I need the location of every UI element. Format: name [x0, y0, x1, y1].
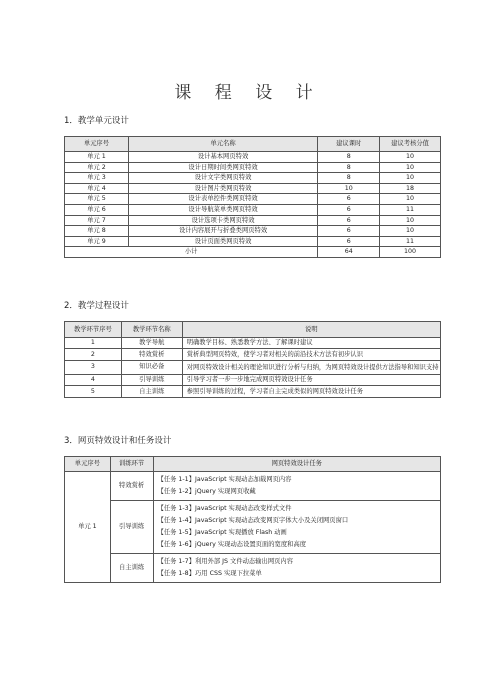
- step-number-cell: 4: [65, 374, 122, 385]
- unit-name-cell: 设计表单控件类网页特效: [128, 194, 317, 205]
- unit-number-cell: 单元 1: [65, 152, 129, 163]
- unit-number-cell: 单元 9: [65, 236, 129, 247]
- step-name-cell: 自主训练: [121, 386, 182, 397]
- total-hours-cell: 64: [318, 247, 380, 258]
- table-row: [65, 360, 441, 374]
- task-item: 【任务 1-7】利用外部 JS 文件动态输出网页内容: [157, 558, 294, 565]
- table-row: [65, 386, 441, 397]
- step-name-cell: 知识必备: [121, 360, 182, 374]
- training-stage-cell: 自主训练: [110, 554, 153, 583]
- task-item: 【任务 1-6】jQuery 实现动态设置页面的宽度和高度: [157, 541, 307, 548]
- header-cell: 训练环节: [110, 457, 153, 472]
- table-row: [65, 501, 441, 554]
- task-list-cell: [153, 554, 440, 583]
- section1-heading: 1．教学单元设计: [64, 116, 129, 126]
- table-row: [65, 215, 441, 226]
- unit-name-cell: 设计基本网页特效: [128, 152, 317, 163]
- header-cell: 建议课时: [318, 137, 380, 152]
- table-row: [65, 173, 441, 184]
- header-cell: 建议考核分值: [380, 137, 441, 152]
- table-row: [65, 204, 441, 215]
- step-number-cell: 3: [65, 360, 122, 374]
- score-cell: 10: [380, 215, 441, 226]
- score-cell: 10: [380, 226, 441, 237]
- step-number-cell: 1: [65, 338, 122, 349]
- task-list-cell: [153, 501, 440, 554]
- hours-cell: 8: [318, 173, 380, 184]
- unit-number-cell: 单元 8: [65, 226, 129, 237]
- training-stage-cell: 特效赏析: [110, 472, 153, 501]
- table-row: [65, 349, 441, 360]
- score-cell: 18: [380, 183, 441, 194]
- table-row: [65, 472, 441, 501]
- document-title: 课 程 设 计: [174, 83, 322, 103]
- table-row: [65, 152, 441, 163]
- task-item: 【任务 1-8】巧用 CSS 实现下拉菜单: [157, 570, 262, 577]
- unit-number-cell: 单元 5: [65, 194, 129, 205]
- step-description-cell: 参照引导训练的过程，学习者自主完成类似的网页特效设计任务: [182, 386, 440, 397]
- score-cell: 10: [380, 152, 441, 163]
- task-item: 【任务 1-3】JavaScript 实现动态改变样式文件: [157, 505, 292, 512]
- table-row: [65, 554, 441, 583]
- step-number-cell: 2: [65, 349, 122, 360]
- total-label-cell: 小计: [65, 247, 318, 258]
- hours-cell: 6: [318, 236, 380, 247]
- score-cell: 10: [380, 194, 441, 205]
- header-cell: 单元序号: [65, 457, 111, 472]
- unit-name-cell: 设计文字类网页特效: [128, 173, 317, 184]
- table-row: [65, 374, 441, 385]
- step-name-cell: 特效赏析: [121, 349, 182, 360]
- header-cell: 网页特效设计任务: [153, 457, 440, 472]
- step-name-cell: 教学导航: [121, 338, 182, 349]
- task-item: 【任务 1-4】JavaScript 实现动态改变网页字体大小及关闭网页窗口: [157, 517, 349, 524]
- step-description-cell: 对网页特效设计相关的理论知识进行分析与归纳，为网页特效设计提供方法指导和知识支持: [182, 360, 440, 374]
- hours-cell: 6: [318, 194, 380, 205]
- header-cell: 单元名称: [128, 137, 317, 152]
- table-row: [65, 226, 441, 237]
- header-cell: 说明: [182, 322, 440, 338]
- teaching-process-table: [64, 321, 441, 398]
- step-description-cell: 引导学习者一步一步地完成网页特效设计任务: [182, 374, 440, 385]
- step-number-cell: 5: [65, 386, 122, 397]
- unit-name-cell: 设计页面类网页特效: [128, 236, 317, 247]
- task-list-cell: [153, 472, 440, 501]
- table-row: [65, 194, 441, 205]
- total-score-cell: 100: [380, 247, 441, 258]
- table-header-row: [65, 457, 441, 472]
- task-item: 【任务 1-5】JavaScript 实现播放 Flash 动画: [157, 529, 287, 536]
- unit-name-cell: 设计选项卡类网页特效: [128, 215, 317, 226]
- unit-name-cell: 设计日期时间类网页特效: [128, 162, 317, 173]
- header-cell: 教学环节名称: [121, 322, 182, 338]
- table-header-row: [65, 137, 441, 152]
- unit-name-cell: 设计导航菜单类网页特效: [128, 204, 317, 215]
- table-row: [65, 338, 441, 349]
- step-name-cell: 引导训练: [121, 374, 182, 385]
- header-cell: 教学环节序号: [65, 322, 122, 338]
- hours-cell: 6: [318, 226, 380, 237]
- unit-number-cell: 单元 6: [65, 204, 129, 215]
- unit-number-cell: 单元 7: [65, 215, 129, 226]
- unit-number-cell: 单元 4: [65, 183, 129, 194]
- unit-number-cell: 单元 1: [65, 472, 111, 583]
- score-cell: 11: [380, 204, 441, 215]
- task-item: 【任务 1-2】jQuery 实现网页收藏: [157, 488, 256, 495]
- hours-cell: 8: [318, 152, 380, 163]
- unit-number-cell: 单元 3: [65, 173, 129, 184]
- header-cell: 单元序号: [65, 137, 129, 152]
- task-item: 【任务 1-1】JavaScript 实现动态加载网页内容: [157, 476, 292, 483]
- teaching-unit-table: [64, 136, 441, 258]
- hours-cell: 6: [318, 215, 380, 226]
- step-description-cell: 明确教学目标、熟悉教学方法、了解课时建议: [182, 338, 440, 349]
- table-row: [65, 183, 441, 194]
- total-row: [65, 247, 441, 258]
- hours-cell: 8: [318, 162, 380, 173]
- section3-heading: 3．网页特效设计和任务设计: [64, 436, 172, 446]
- step-description-cell: 赏析典型网页特效，使学习者对相关的前沿技术方法有初步认识: [182, 349, 440, 360]
- training-stage-cell: 引导训练: [110, 501, 153, 554]
- unit-name-cell: 设计图片类网页特效: [128, 183, 317, 194]
- unit-name-cell: 设计内容展开与折叠类网页特效: [128, 226, 317, 237]
- effect-task-table: [64, 456, 441, 583]
- table-header-row: [65, 322, 441, 338]
- hours-cell: 6: [318, 204, 380, 215]
- table-row: [65, 162, 441, 173]
- score-cell: 10: [380, 173, 441, 184]
- unit-number-cell: 单元 2: [65, 162, 129, 173]
- table-row: [65, 236, 441, 247]
- hours-cell: 10: [318, 183, 380, 194]
- score-cell: 11: [380, 236, 441, 247]
- score-cell: 10: [380, 162, 441, 173]
- section2-heading: 2．教学过程设计: [64, 301, 129, 311]
